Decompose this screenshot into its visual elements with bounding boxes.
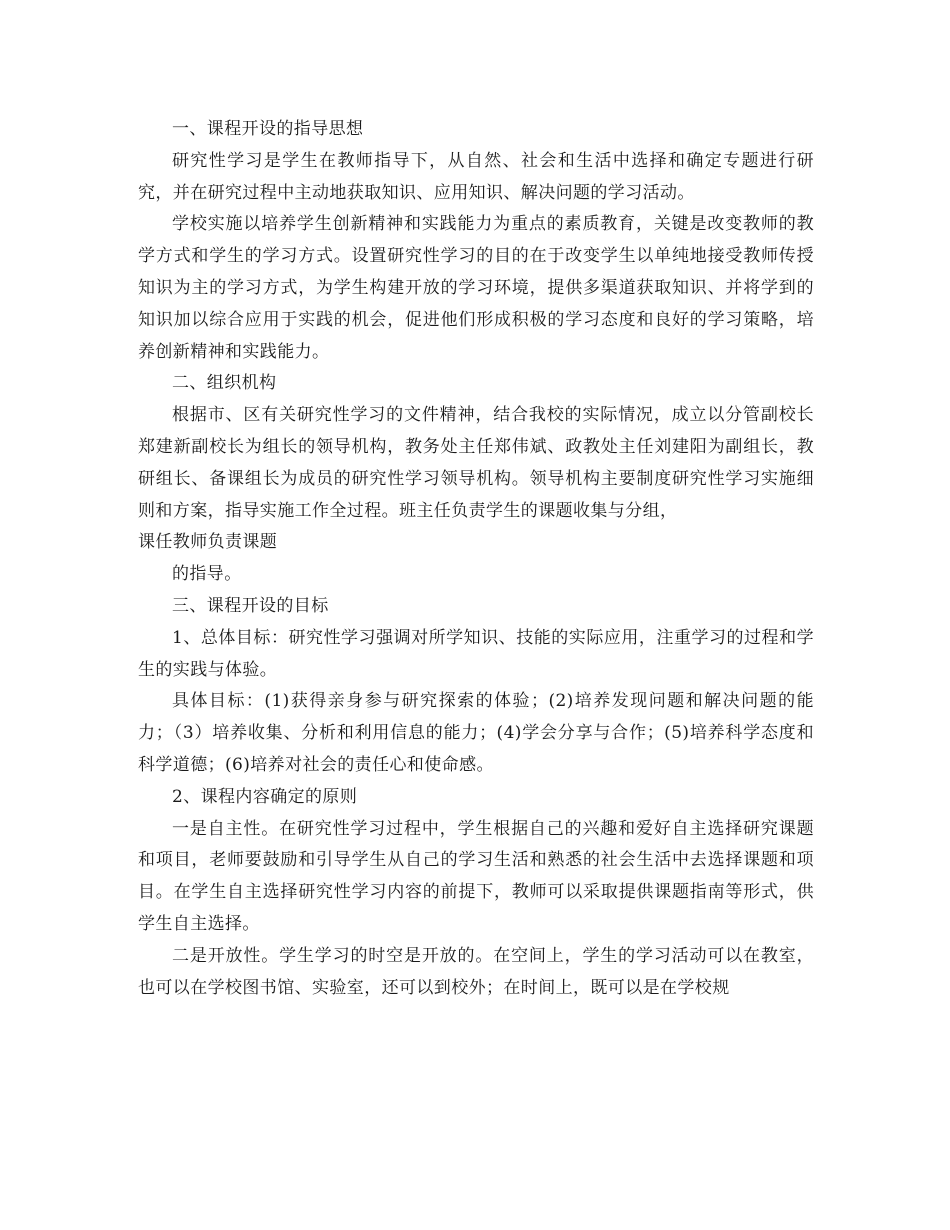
section-heading-2: 二、组织机构 — [172, 373, 277, 394]
subsection-heading: 2、课程内容确定的原则 — [172, 786, 358, 807]
section-heading-1: 一、课程开设的指导思想 — [172, 119, 364, 139]
paragraph: 具体目标：(1)获得亲身参与研究探索的体验；(2)培养发现问题和解决问题的能力；（3）培养收集、分析和利用信息的能力；(4)学会分享与合作；(5)培养科学态度和科学道德；(6)培养对社会的责任心和使命感。 — [138, 691, 814, 775]
paragraph: 根据市、区有关研究性学习的文件精神，结合我校的实际情况，成立以分管副校长郑建新副校长为组长的领导机构，教务处主任郑伟斌、政教处主任刘建阳为副组长，教研组长、备课组长为成员的研究性学习领导机构。领导机构主要制度研究性学习实施细则和方案，指导实施工作全过程。班主任负责学生的课题收集与分组， — [138, 405, 814, 521]
paragraph: 二是开放性。学生学习的时空是开放的。在空间上，学生的学习活动可以在教室，也可以在学校图书馆、实验室，还可以到校外；在时间上，既可以是在学校规 — [138, 945, 814, 998]
paragraph-fragment: 的指导。 — [172, 564, 242, 585]
document-page — [138, 114, 814, 1004]
paragraph: 学校实施以培养学生创新精神和实践能力为重点的素质教育，关键是改变教师的教学方式和学生的学习方式。设置研究性学习的目的在于改变学生以单纯地接受教师传授知识为主的学习方式，为学生构建开放的学习环境，提供多渠道获取知识、并将学到的知识加以综合应用于实践的机会，促进他们形成积极的学习态度和良好的学习策略，培养创新精神和实践能力。 — [138, 214, 814, 362]
paragraph: 一是自主性。在研究性学习过程中，学生根据自己的兴趣和爱好自主选择研究课题和项目，老师要鼓励和引导学生从自己的学习生活和熟悉的社会生活中去选择课题和项目。在学生自主选择研究性学习内容的前提下，教师可以采取提供课题指南等形式，供学生自主选择。 — [138, 818, 814, 934]
paragraph-fragment: 课任教师负责课题 — [138, 532, 278, 553]
section-heading-3: 三、课程开设的目标 — [172, 595, 329, 616]
paragraph: 研究性学习是学生在教师指导下，从自然、社会和生活中选择和确定专题进行研究，并在研究过程中主动地获取知识、应用知识、解决问题的学习活动。 — [138, 150, 814, 203]
paragraph: 1、总体目标：研究性学习强调对所学知识、技能的实际应用，注重学习的过程和学生的实践与体验。 — [138, 627, 814, 680]
